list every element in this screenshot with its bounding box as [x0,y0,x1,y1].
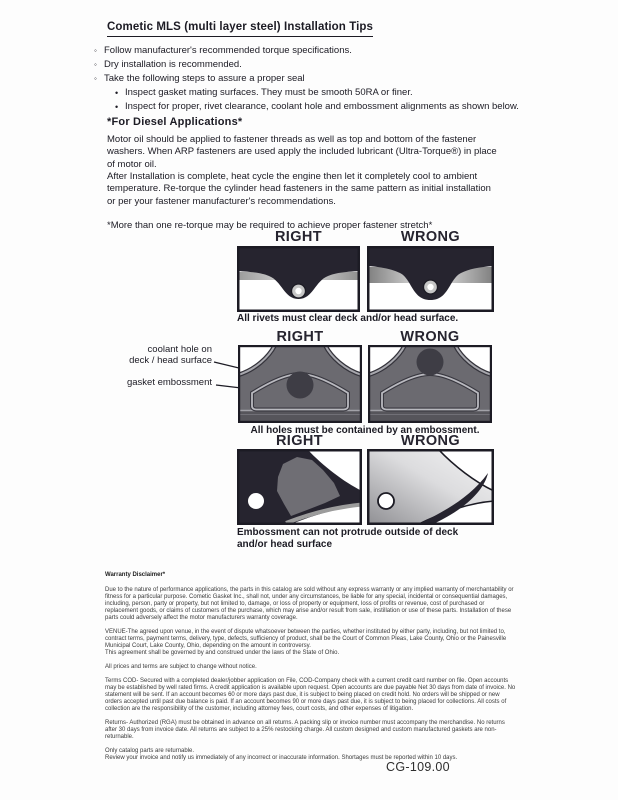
legal-paragraph: Terms COD- Secured with a completed dealer/jobber application on File, COD-Company check with a current credit card number on file. Open accounts may be established by well rated firms. A credit application is available upon request. Open accounts are due payable Net 30 days from date of invoice. No statement will be sent. If an account becomes 60 or more days past due, it is subject to being placed on credit hold. No orders will be shipped or new orders accepted until past due balance is paid. If an account becomes 90 or more days past due, it is subject to being placed for collections. All costs of collection are the responsibility of the customer, including attorney fees, court costs, and other expenses of litigation. [105,678,516,712]
legal-paragraph: Review your invoice and notify us immediately of any incorrect or inaccurate information. Shortages must be reported within 10 days. [105,755,458,761]
wrong-label: WRONG [400,329,460,345]
protrusion-wrong-diagram [367,449,494,525]
bullet-icon: ◦ [94,74,97,83]
list-item [94,44,564,58]
bullet-icon: ◦ [94,46,97,55]
embossment-right-diagram [238,345,362,423]
legal-paragraph: Only catalog parts are returnable. [105,748,195,754]
list-item [94,58,564,72]
right-label: RIGHT [276,329,324,345]
list-item [94,86,564,100]
legal-paragraph: This agreement shall be governed by and construed under the laws of the State of Ohio. [105,650,340,656]
legal-paragraph: Returns- Authorized (RGA) must be obtained in advance on all returns. A packing slip or invoice number must accompany the merchandise. No returns after 30 days from invoice date. All returns are subject to a 25% restocking charge. All custom designed and custom manufactured gaskets are non-returnable. [105,720,505,740]
containment-caption: All holes must be contained by an embossment. [250,425,480,436]
tip-text: Take the following steps to assure a proper seal [104,73,305,84]
right-label: RIGHT [274,229,323,245]
diesel-paragraph-1: Motor oil should be applied to fastener threads as well as top and bottom of the fastener washers. When ARP fasteners are used apply the included lubricant (Ultra-Torque®) in place of motor oil. [107,134,497,170]
embossment-wrong-diagram [368,345,492,423]
retorque-note: *More than one re-torque may be required to achieve proper fastener stretch* [107,220,433,231]
rivet-wrong-diagram [367,246,494,312]
bullet-icon: • [115,102,119,112]
coolant-hole-label-line1: coolant hole on [147,344,212,355]
legal-paragraph: All prices and terms are subject to change without notice. [105,664,257,670]
diesel-applications-heading: *For Diesel Applications* [107,116,243,128]
rivet-caption: All rivets must clear deck and/or head surface. [237,313,459,324]
rivet-right-diagram [237,246,360,312]
page-code: CG-109.00 [386,760,450,774]
right-label: RIGHT [275,433,324,449]
wrong-label: WRONG [400,433,461,449]
tip-text: Inspect for proper, rivet clearance, coolant hole and embossment alignments as shown below. [125,101,519,112]
wrong-label: WRONG [400,229,461,245]
coolant-hole-label-line2: deck / head surface [129,355,212,366]
protrusion-caption: Embossment can not protrude outside of deck and/or head surface [237,527,459,550]
page-title: Cometic MLS (multi layer steel) Installation Tips [107,21,373,37]
legal-paragraph: VENUE-The agreed upon venue, in the event of dispute whatsoever between the parties, whether instituted by either party, including, but not limited to, contract terms, payment terms, delivery, type, defects, sufficiency of product, shall be the Court of Common Pleas, Lake County, Ohio or the Painesville Municipal Court, Lake County, Ohio, depending on the amount in controversy. [105,629,507,649]
tip-text: Inspect gasket mating surfaces. They must be smooth 50RA or finer. [125,87,413,98]
bullet-icon: • [115,88,119,98]
bullet-icon: ◦ [94,60,97,69]
list-item [94,72,564,86]
diesel-paragraph-2: After Installation is complete, heat cycle the engine then let it completely cool to ambient temperature. Re-torque the cylinder head fasteners in the same pattern as initial installation or per your fastener manufacturer's recommendations. [107,171,491,207]
protrusion-right-diagram [237,449,362,525]
tip-text: Dry installation is recommended. [104,59,242,70]
installation-tips-list [94,44,564,114]
tip-text: Follow manufacturer's recommended torque specifications. [104,45,352,56]
warranty-disclaimer-block [105,572,517,769]
gasket-embossment-label: gasket embossment [126,377,212,388]
legal-paragraph: Due to the nature of performance applications, the parts in this catalog are sold without any express warranty or any implied warranty of merchantability or fitness for a particular purpose. Cometic Gasket Inc., shall not, under any circumstances, be liable for any special, incidental or consequential damages, including, person, party or property, but not limited to, damage, or loss of property or equipment, loss of profits or revenue, cost of purchased or replacement goods, or claims of customers of the purchase, which may arise and/or result from sale, instillation or use of these parts. Installation of these parts could adversely affect the motor manufacturers warranty coverage. [105,587,514,621]
list-item [94,100,564,114]
warranty-heading: Warranty Disclaimer* [105,572,166,578]
